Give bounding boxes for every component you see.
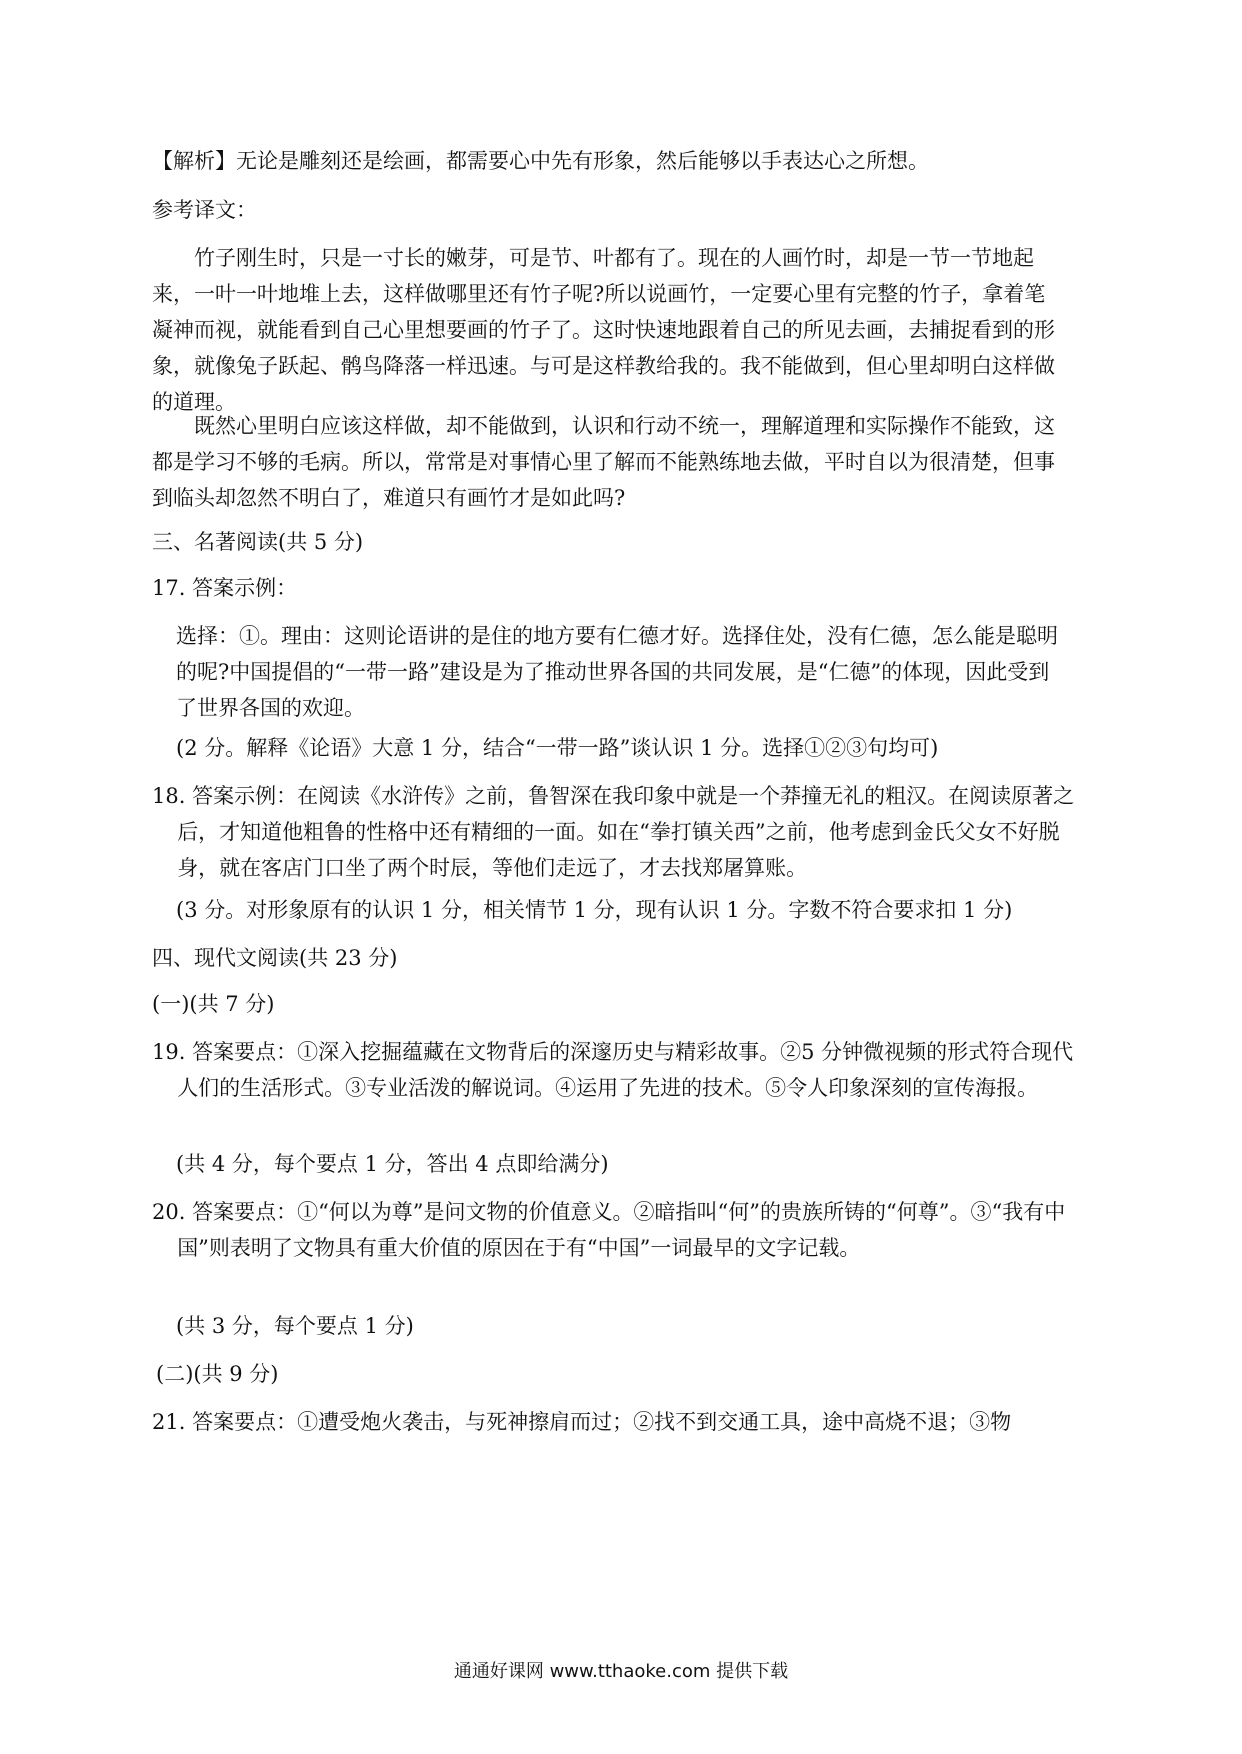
part-1-heading: (一)(共 7 分) (152, 992, 275, 1016)
q17-answer: 选择：①。理由：这则论语讲的是住的地方要有仁德才好。选择住处，没有仁德，怎么能是聪明的呢?中国提倡的“一带一路”建设是为了推动世界各国的共同发展，是“仁德”的体现，因此受到了世界各国的欢迎。 (176, 624, 1058, 720)
section-3-heading: 三、名著阅读(共 5 分) (152, 530, 364, 554)
q20-scoring: (共 3 分，每个要点 1 分) (176, 1314, 414, 1338)
analysis-paragraph: 【解析】无论是雕刻还是绘画，都需要心中先有形象，然后能够以手表达心之所想。 (152, 149, 929, 173)
q21-answer: 21. 答案要点：①遭受炮火袭击，与死神擦肩而过；②找不到交通工具，途中高烧不退；③物 (152, 1410, 1012, 1434)
q18-answer: 18. 答案示例：在阅读《水浒传》之前，鲁智深在我印象中就是一个莽撞无礼的粗汉。在阅读原著之后，才知道他粗鲁的性格中还有精细的一面。如在“拳打镇关西”之前，他考虑到金氏父女不好脱身，就在客店门口坐了两个时辰，等他们走远了，才去找郑屠算账。 (152, 784, 1075, 880)
q19-answer: 19. 答案要点：①深入挖掘蕴藏在文物背后的深邃历史与精彩故事。②5 分钟微视频的形式符合现代人们的生活形式。③专业活泼的解说词。④运用了先进的技术。⑤令人印象深刻的宣传海报。 (152, 1040, 1074, 1100)
q17-scoring: (2 分。解释《论语》大意 1 分，结合“一带一路”谈认识 1 分。选择①②③句均可) (176, 736, 939, 760)
q18-scoring: (3 分。对形象原有的认识 1 分，相关情节 1 分，现有认识 1 分。字数不符合要求扣 1 分) (176, 898, 1013, 922)
translation-paragraph-2: 既然心里明白应该这样做，却不能做到，认识和行动不统一，理解道理和实际操作不能致，这都是学习不够的毛病。所以，常常是对事情心里了解而不能熟练地去做，平时自以为很清楚，但事到临头却忽然不明白了，难道只有画竹才是如此吗? (152, 414, 1055, 510)
q19-scoring: (共 4 分，每个要点 1 分，答出 4 点即给满分) (176, 1152, 609, 1176)
q20-answer: 20. 答案要点：①“何以为尊”是问文物的价值意义。②暗指叫“何”的贵族所铸的“何尊”。③“我有中国”则表明了文物具有重大价值的原因在于有“中国”一词最早的文字记载。 (152, 1200, 1066, 1260)
translation-paragraph-1: 竹子刚生时，只是一寸长的嫩芽，可是节、叶都有了。现在的人画竹时，却是一节一节地起来，一叶一叶地堆上去，这样做哪里还有竹子呢?所以说画竹，一定要心里有完整的竹子，拿着笔凝神而视，就能看到自己心里想要画的竹子了。这时快速地跟着自己的所见去画，去捕捉看到的形象，就像兔子跃起、鹘鸟降落一样迅速。与可是这样教给我的。我不能做到，但心里却明白这样做的道理。 (152, 246, 1055, 414)
q17-heading: 17. 答案示例： (152, 576, 298, 600)
part-2-heading: (二)(共 9 分) (156, 1362, 279, 1386)
translation-label: 参考译文： (152, 198, 257, 222)
page-footer: 通通好课网 www.tthaoke.com 提供下载 (453, 1661, 789, 1682)
section-4-heading: 四、现代文阅读(共 23 分) (152, 946, 398, 970)
